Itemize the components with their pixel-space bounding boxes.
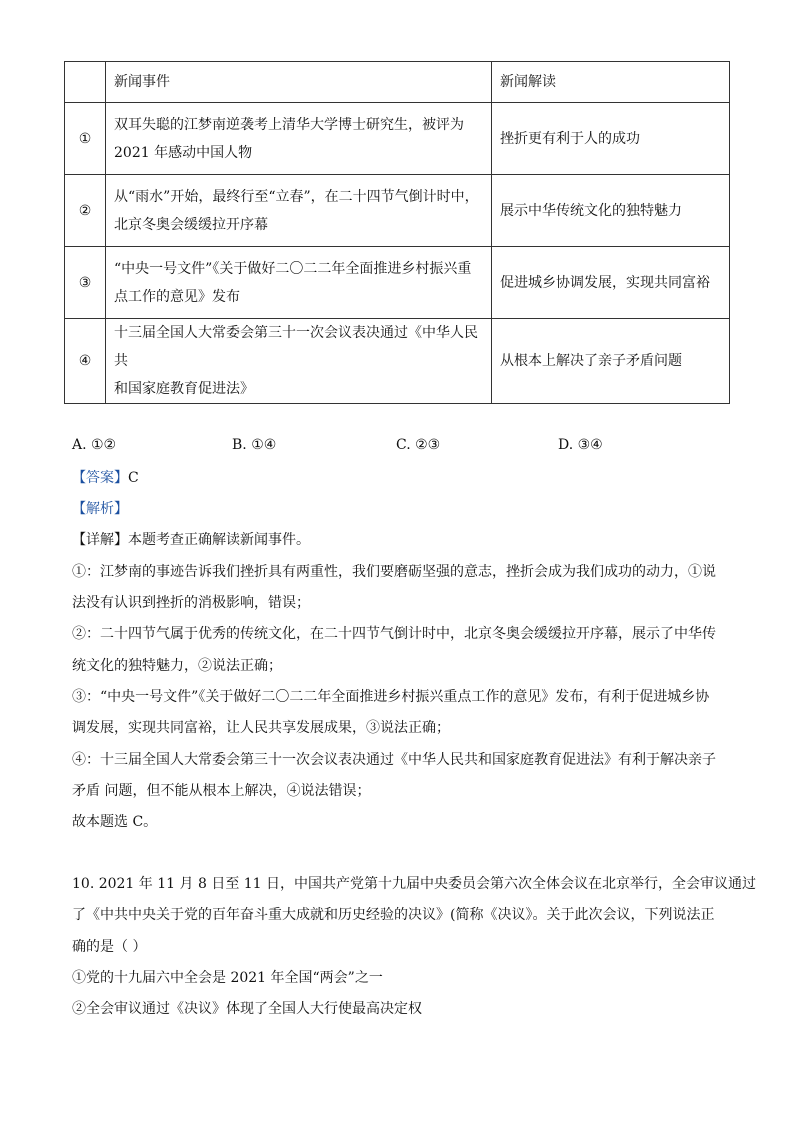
- news-interpretation: 从根本上解决了亲子矛盾问题: [492, 319, 730, 404]
- question-statement: ①党的十九届六中全会是 2021 年全国“两会”之一: [72, 970, 383, 986]
- news-interpretation: 促进城乡协调发展，实现共同富裕: [492, 247, 730, 319]
- news-event: 双耳失聪的江梦南逆袭考上清华大学博士研究生，被评为 2021 年感动中国人物: [106, 103, 492, 175]
- detail-line: [72, 529, 310, 549]
- table-row: [65, 103, 730, 175]
- answer-value: C: [128, 470, 139, 486]
- explanation-line: ③：“中央一号文件”《关于做好二〇二二年全面推进乡村振兴重点工作的意见》发布，有利于促进城乡协: [72, 689, 710, 705]
- news-interpretation: 挫折更有利于人的成功: [492, 103, 730, 175]
- question-line: 了《中共中央关于党的百年奋斗重大成就和历史经验的决议》(简称《决议》。关于此次会议，下列说法正: [72, 907, 715, 923]
- option-d[interactable]: D. ③④: [558, 437, 603, 453]
- explanation-line: 故本题选 C。: [72, 814, 158, 830]
- row-number: ④: [65, 319, 106, 404]
- news-interpretation: 展示中华传统文化的独特魅力: [492, 175, 730, 247]
- table-header-row: [65, 62, 730, 103]
- news-table: [64, 61, 730, 404]
- explanation-line: 统文化的独特魅力，②说法正确；: [72, 658, 282, 674]
- row-number: ②: [65, 175, 106, 247]
- news-event: “中央一号文件”《关于做好二〇二二年全面推进乡村振兴重 点工作的意见》发布: [106, 247, 492, 319]
- detail-label: 【详解】: [72, 532, 128, 548]
- news-event: 十三届全国人大常委会第三十一次会议表决通过《中华人民共 和国家庭教育促进法》: [106, 319, 492, 404]
- news-event: 从“雨水”开始，最终行至“立春”，在二十四节气倒计时中， 北京冬奥会缓缓拉开序幕: [106, 175, 492, 247]
- header-cell-index: [65, 62, 106, 103]
- row-number: ③: [65, 247, 106, 319]
- explanation-line: ①：江梦南的事迹告诉我们挫折具有两重性，我们要磨砺坚强的意志，挫折会成为我们成功的动力，①说: [72, 564, 716, 580]
- header-cell-event: 新闻事件: [106, 62, 492, 103]
- row-number: ①: [65, 103, 106, 175]
- answer-label: 【答案】: [72, 470, 128, 486]
- analysis-label: 【解析】: [72, 501, 128, 517]
- option-c[interactable]: C. ②③: [396, 437, 441, 453]
- explanation-line: ④：十三届全国人大常委会第三十一次会议表决通过《中华人民共和国家庭教育促进法》有利于解决亲子: [72, 752, 716, 768]
- explanation-line: ②：二十四节气属于优秀的传统文化，在二十四节气倒计时中，北京冬奥会缓缓拉开序幕，展示了中华传: [72, 626, 716, 642]
- option-a[interactable]: A. ①②: [72, 437, 117, 453]
- option-b[interactable]: B. ①④: [232, 437, 277, 453]
- question-statement: ②全会审议通过《决议》体现了全国人大行使最高决定权: [72, 1001, 422, 1017]
- table-row: [65, 319, 730, 404]
- explanation-line: 调发展，实现共同富裕，让人民共享发展成果，③说法正确；: [72, 720, 450, 736]
- question-line: 确的是（ ）: [72, 939, 147, 955]
- header-cell-interpretation: 新闻解读: [492, 62, 730, 103]
- explanation-line: 法没有认识到挫折的消极影响，错误；: [72, 595, 310, 611]
- question-line: 10. 2021 年 11 月 8 日至 11 日，中国共产党第十九届中央委员会第六次全体会议在北京举行，全会审议通过: [72, 876, 757, 892]
- detail-text: 本题考查正确解读新闻事件。: [128, 532, 310, 548]
- table-row: [65, 175, 730, 247]
- table-row: [65, 247, 730, 319]
- answer-line: [72, 467, 139, 487]
- explanation-line: 矛盾 问题，但不能从根本上解决，④说法错误；: [72, 783, 371, 799]
